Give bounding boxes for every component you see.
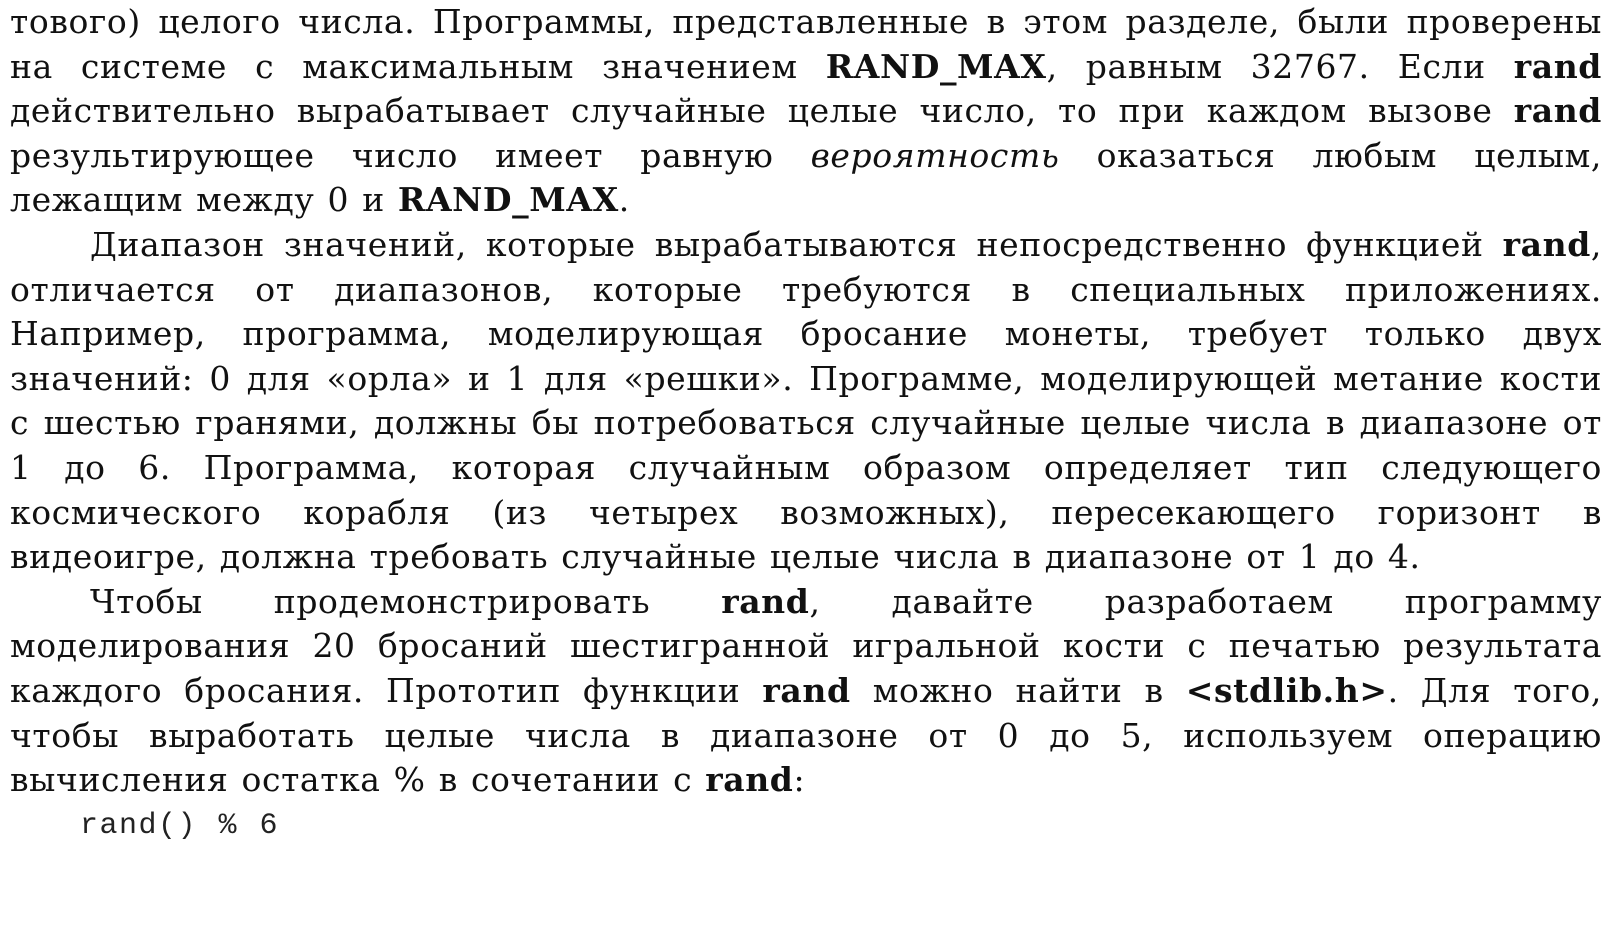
- text-run: оказаться любым целым, лежащим между 0 и: [10, 135, 1602, 220]
- text-run: :: [793, 760, 806, 800]
- text-run: , давайте разработаем программу моделирования 20 бросаний шестигранной игральной кости с печатью результата каждого бросания. Прототип функции: [10, 581, 1603, 710]
- bold-term: rand: [1502, 224, 1591, 264]
- bold-term: rand: [721, 581, 810, 621]
- bold-term: rand: [705, 760, 794, 800]
- text-run: действительно вырабатывает случайные целые число, то при каждом вызове: [10, 91, 1514, 131]
- bold-term: <stdlib.h>: [1185, 670, 1388, 710]
- code-example: rand() % 6: [80, 808, 280, 843]
- bold-term: rand: [1513, 46, 1602, 86]
- text-run: Чтобы продемонстрировать: [90, 581, 722, 621]
- text-run: , отличается от диапазонов, которые требуются в специальных приложениях. Например, программа, моделирующая бросание монеты, требует только двух значений: 0 для «орла» и 1 для «решки». Программе, моделирующей метание кости с шестью гранями, должны бы потребоваться случайные целые числа в диапазоне от 1 до 6. Программа, которая случайным образом определяет тип следующего космического корабля (из четырех возможных), пересекающего горизонт в видеоигре, должна требовать случайные целые числа в диапазоне от 1 до 4.: [10, 224, 1602, 577]
- text-run: .: [618, 180, 630, 220]
- text-run: , равным 32767. Если: [1046, 46, 1514, 86]
- text-run: . Для того, чтобы выработать целые числа в диапазоне от 0 до 5, используем операцию вычисления остатка % в сочетании с: [10, 670, 1602, 800]
- italic-term: вероятность: [810, 135, 1060, 175]
- paragraph-rand-max: [10, 0, 1602, 223]
- bold-term: rand: [1513, 91, 1602, 131]
- bold-term: RAND_MAX: [825, 46, 1047, 86]
- text-run: можно найти в: [850, 670, 1186, 710]
- text-run: тового) целого числа. Программы, представленные в этом разделе, были проверены на системе с максимальным значением: [10, 2, 1602, 86]
- paragraph-value-ranges: [10, 223, 1602, 580]
- text-run: Диапазон значений, которые вырабатываются непосредственно функцией: [90, 224, 1503, 264]
- bold-term: RAND_MAX: [397, 180, 619, 220]
- text-run: результирующее число имеет равную: [10, 135, 811, 175]
- bold-term: rand: [762, 670, 851, 710]
- paragraph-demo-rand: [10, 580, 1602, 803]
